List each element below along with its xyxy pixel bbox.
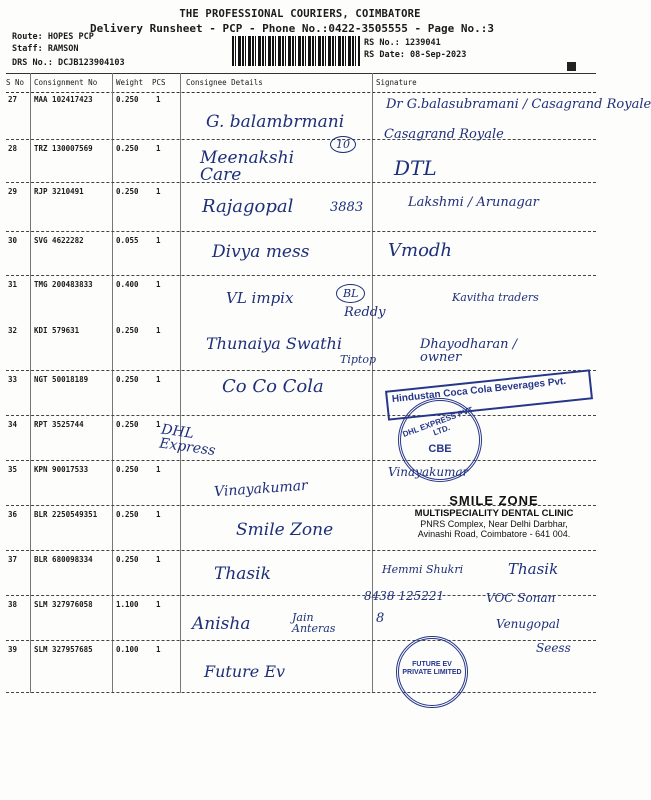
row-pcs: 1 [156, 600, 161, 609]
row-consignment: RPT 3525744 [34, 420, 84, 429]
row-sno: 39 [8, 645, 18, 654]
handwritten-consignee: Meenakshi Care [200, 148, 295, 185]
row-weight: 0.250 [116, 326, 139, 335]
handwritten-signature: Vinayakumar [388, 465, 469, 479]
runsheet-subtitle: Delivery Runsheet - PCP - Phone No.:0422-3505555 - Page No.:3 [90, 22, 494, 35]
handwritten-signature: Casagrand Royale [384, 127, 504, 142]
handwritten-signature: VOC Sonan [486, 591, 556, 605]
dhl-stamp [398, 398, 482, 482]
row-consignment: BLR 2250549351 [34, 510, 98, 519]
handwritten-signature: Dr G.balasubramani / Casagrand Royale [386, 97, 651, 112]
row-consignment: SLM 327957685 [34, 645, 93, 654]
row-sno: 36 [8, 510, 18, 519]
handwritten-signature: Hemmi Shukri [382, 563, 464, 576]
handwritten-consignee: Co Co Cola [222, 376, 324, 397]
handwritten-number: 3883 [330, 200, 364, 215]
row-weight: 1.100 [116, 600, 139, 609]
row-pcs: 1 [156, 144, 161, 153]
handwritten-signature: DTL [394, 156, 437, 180]
handwritten-consignee: Anisha [192, 614, 251, 634]
handwritten-note: Tiptop [340, 353, 376, 366]
row-pcs: 1 [156, 236, 161, 245]
dhl-stamp-center: CBE [428, 443, 452, 455]
handwritten-number: 10 [330, 136, 356, 153]
handwritten-consignee: Smile Zone [236, 520, 334, 540]
row-sno: 29 [8, 187, 18, 196]
row-consignment: KDI 579631 [34, 326, 80, 335]
drs-number: DRS No.: DCJB123904103 [12, 58, 125, 68]
row-weight: 0.250 [116, 420, 139, 429]
handwritten-consignee: G. balambrmani [206, 112, 345, 132]
handwritten-note: Jain Anteras [292, 611, 336, 635]
row-consignment: SLM 327976058 [34, 600, 93, 609]
col-pcs: PCS [152, 78, 166, 87]
handwritten-phone: 8438 125221 [364, 589, 445, 603]
handwritten-note: Reddy [344, 305, 386, 320]
row-sno: 30 [8, 236, 18, 245]
row-weight: 0.250 [116, 555, 139, 564]
handwritten-signature: Venugopal [496, 617, 560, 631]
handwritten-consignee: VL impix [226, 289, 294, 307]
future-ev-stamp: FUTURE EV PRIVATE LIMITED [396, 636, 468, 708]
handwritten-signature: Seess [536, 641, 571, 655]
row-weight: 0.250 [116, 510, 139, 519]
dhl-stamp-text: DHL EXPRESS PVT. LTD. [401, 404, 476, 439]
col-signature: Signature [376, 78, 417, 87]
col-consignment: Consignment No [34, 78, 98, 87]
handwritten-consignee: Future Ev [204, 662, 286, 681]
handwritten-consignee: Thasik [214, 564, 271, 584]
table-row [6, 641, 596, 693]
row-sno: 38 [8, 600, 18, 609]
row-pcs: 1 [156, 326, 161, 335]
row-consignment: TRZ 130007569 [34, 144, 93, 153]
row-consignment: NGT 50018189 [34, 375, 89, 384]
row-weight: 0.100 [116, 645, 139, 654]
row-weight: 0.250 [116, 375, 139, 384]
row-pcs: 1 [156, 645, 161, 654]
rs-number: RS No.: 1239041 [364, 38, 441, 48]
table-row [6, 416, 596, 461]
row-pcs: 1 [156, 510, 161, 519]
row-weight: 0.250 [116, 144, 139, 153]
staff-label: Staff: RAMSON [12, 44, 79, 54]
handwritten-consignee: Vinayakumar [213, 477, 309, 501]
row-pcs: 1 [156, 375, 161, 384]
row-sno: 37 [8, 555, 18, 564]
col-consignee: Consignee Details [186, 78, 263, 87]
smile-zone-stamp [394, 493, 594, 539]
row-sno: 28 [8, 144, 18, 153]
smile-zone-line1: MULTISPECIALITY DENTAL CLINIC [414, 508, 574, 519]
coca-cola-stamp: Hindustan Coca Cola Beverages Pvt. [385, 369, 593, 420]
handwritten-signature: Thasik [508, 560, 559, 578]
row-divider [6, 692, 596, 693]
rs-date: RS Date: 08-Sep-2023 [364, 50, 467, 60]
handwritten-signature: Dhayodharan / owner [420, 337, 518, 365]
row-consignment: BLR 680098334 [34, 555, 93, 564]
handwritten-number: 8 [376, 611, 385, 626]
col-sno: S No [6, 78, 25, 87]
runsheet-title: THE PROFESSIONAL COURIERS, COIMBATORE [179, 8, 421, 20]
row-weight: 0.250 [116, 187, 139, 196]
row-consignment: MAA 102417423 [34, 95, 93, 104]
handwritten-consignee: DHL Express [158, 421, 217, 460]
row-pcs: 1 [156, 95, 161, 104]
handwritten-signature: Lakshmi / Arunagar [408, 195, 539, 210]
row-pcs: 1 [156, 280, 161, 289]
row-consignment: RJP 3210491 [34, 187, 84, 196]
route-label: Route: HOPES PCP [12, 32, 94, 42]
row-weight: 0.055 [116, 236, 139, 245]
row-weight: 0.400 [116, 280, 139, 289]
row-pcs: 1 [156, 555, 161, 564]
row-sno: 27 [8, 95, 18, 104]
handwritten-circle: BL [336, 284, 365, 303]
row-sno: 35 [8, 465, 18, 474]
row-pcs: 1 [156, 187, 161, 196]
smile-zone-line3: Avinashi Road, Coimbatore - 641 004. [417, 529, 571, 539]
handwritten-signature: Kavitha traders [452, 291, 539, 304]
handwritten-consignee: Thunaiya Swathi [206, 334, 342, 353]
row-sno: 32 [8, 326, 18, 335]
row-pcs: 1 [156, 465, 161, 474]
row-sno: 31 [8, 280, 18, 289]
barcode [232, 36, 360, 66]
row-sno: 34 [8, 420, 18, 429]
corner-mark [567, 62, 576, 71]
row-weight: 0.250 [116, 95, 139, 104]
row-pcs: 1 [156, 420, 161, 429]
row-consignment: SVG 4622282 [34, 236, 84, 245]
smile-zone-line2: PNRS Complex, Near Delhi Darbhar, [420, 519, 568, 529]
row-consignment: KPN 90017533 [34, 465, 89, 474]
col-weight: Weight [116, 78, 144, 87]
handwritten-consignee: Divya mess [212, 242, 310, 262]
row-weight: 0.250 [116, 465, 139, 474]
handwritten-consignee: Rajagopal [202, 196, 294, 217]
table-header [6, 73, 596, 93]
handwritten-signature: Vmodh [388, 240, 453, 261]
row-consignment: TMG 200483833 [34, 280, 93, 289]
row-sno: 33 [8, 375, 18, 384]
smile-zone-name: SMILE ZONE [449, 493, 539, 508]
